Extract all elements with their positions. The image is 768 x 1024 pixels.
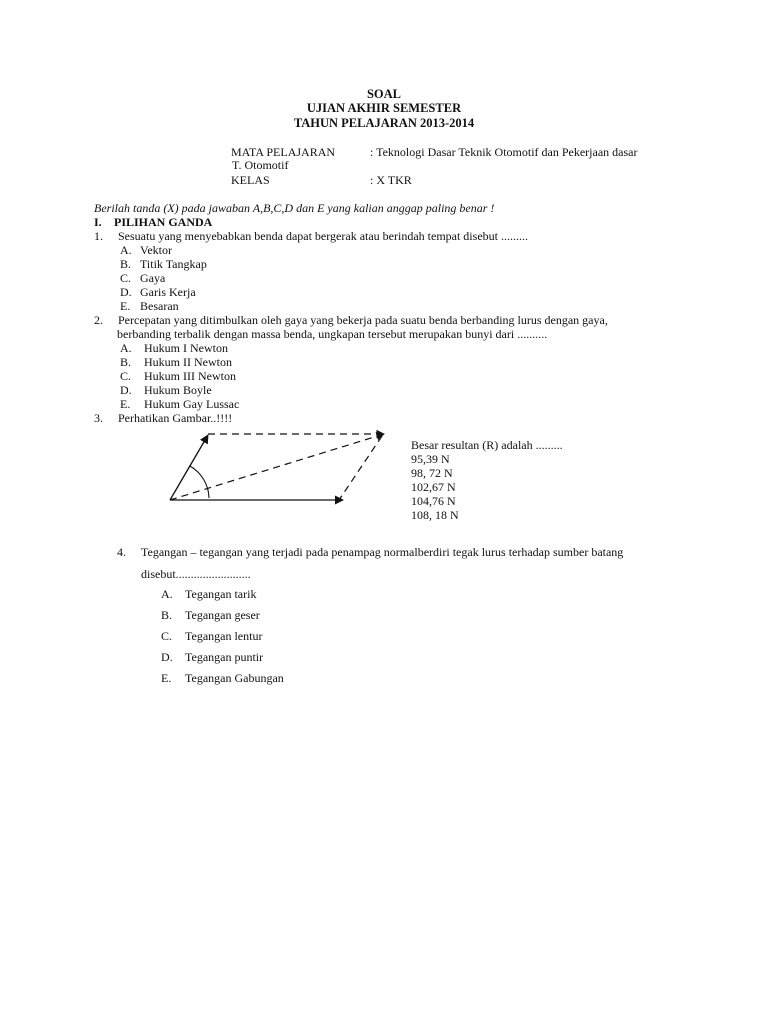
q1-option-e: E. Besaran <box>120 299 179 313</box>
q1-option-b: B. Titik Tangkap <box>120 257 207 271</box>
q4-option-b: B. Tegangan geser <box>161 608 260 622</box>
q4-line1: Tegangan – tegangan yang terjadi pada penampag normalberdiri tegak lurus terhadap sumber batang <box>141 545 624 559</box>
class-label: KELAS <box>231 173 270 187</box>
question-4 <box>117 545 623 559</box>
q4-option-a: A. Tegangan tarik <box>161 587 257 601</box>
section-number: I. <box>94 215 102 229</box>
section-title: PILIHAN GANDA <box>114 215 213 229</box>
q4-line2: disebut......................... <box>141 567 251 581</box>
doc-year: TAHUN PELAJARAN 2013-2014 <box>293 116 475 130</box>
angle-arc <box>190 466 209 498</box>
q3-number: 3. <box>94 411 103 425</box>
q4-number: 4. <box>117 545 126 559</box>
q1-number: 1. <box>94 229 103 243</box>
q2-line2: berbanding terbalik dengan massa benda, ungkapan tersebut merupakan bunyi dari .......... <box>117 327 548 341</box>
doc-subtitle: UJIAN AKHIR SEMESTER <box>306 101 462 115</box>
q2-option-b: B. Hukum II Newton <box>120 355 232 369</box>
q1-text: Sesuatu yang menyebabkan benda dapat bergerak atau berindah tempat disebut ......... <box>118 229 528 243</box>
doc-title: SOAL <box>366 87 402 101</box>
q1-option-c: C. Gaya <box>120 271 166 285</box>
q4-option-c: C. Tegangan lentur <box>161 629 263 643</box>
q3-answer-3: 102,67 N <box>411 480 456 494</box>
q3-answer-2: 98, 72 N <box>411 466 453 480</box>
q2-line1: Percepatan yang ditimbulkan oleh gaya yang bekerja pada suatu benda berbanding lurus dengan gaya, <box>118 313 608 327</box>
question-3 <box>94 411 232 425</box>
vector-parallelogram-figure <box>160 424 400 508</box>
q2-option-a: A. Hukum I Newton <box>120 341 228 355</box>
section-heading <box>94 215 212 229</box>
q3-text: Perhatikan Gambar..!!!! <box>118 411 233 425</box>
q2-number: 2. <box>94 313 103 327</box>
subject-value-cont: T. Otomotif <box>232 158 289 172</box>
q1-option-d: D. Garis Kerja <box>120 285 196 299</box>
q2-option-c: C. Hukum III Newton <box>120 369 236 383</box>
q4-option-e: E. Tegangan Gabungan <box>161 671 284 685</box>
vector-slanted <box>170 435 208 500</box>
q4-option-d: D. Tegangan puntir <box>161 650 264 664</box>
q2-option-d: D. Hukum Boyle <box>120 383 212 397</box>
subject-value: : Teknologi Dasar Teknik Otomotif dan Pekerjaan dasar <box>370 145 638 159</box>
q3-prompt: Besar resultan (R) adalah ......... <box>411 438 563 452</box>
q2-option-e: E. Hukum Gay Lussac <box>120 397 240 411</box>
q3-answer-4: 104,76 N <box>411 494 456 508</box>
q3-answer-5: 108, 18 N <box>411 508 459 522</box>
subject-label: MATA PELAJARAN <box>231 145 336 159</box>
instruction: Berilah tanda (X) pada jawaban A,B,C,D dan E yang kalian anggap paling benar ! <box>94 201 495 215</box>
class-value: : X TKR <box>370 173 412 187</box>
q1-option-a: A. Vektor <box>120 243 172 257</box>
question-2 <box>94 313 608 327</box>
q3-answer-1: 95,39 N <box>411 452 450 466</box>
question-1 <box>94 229 528 243</box>
